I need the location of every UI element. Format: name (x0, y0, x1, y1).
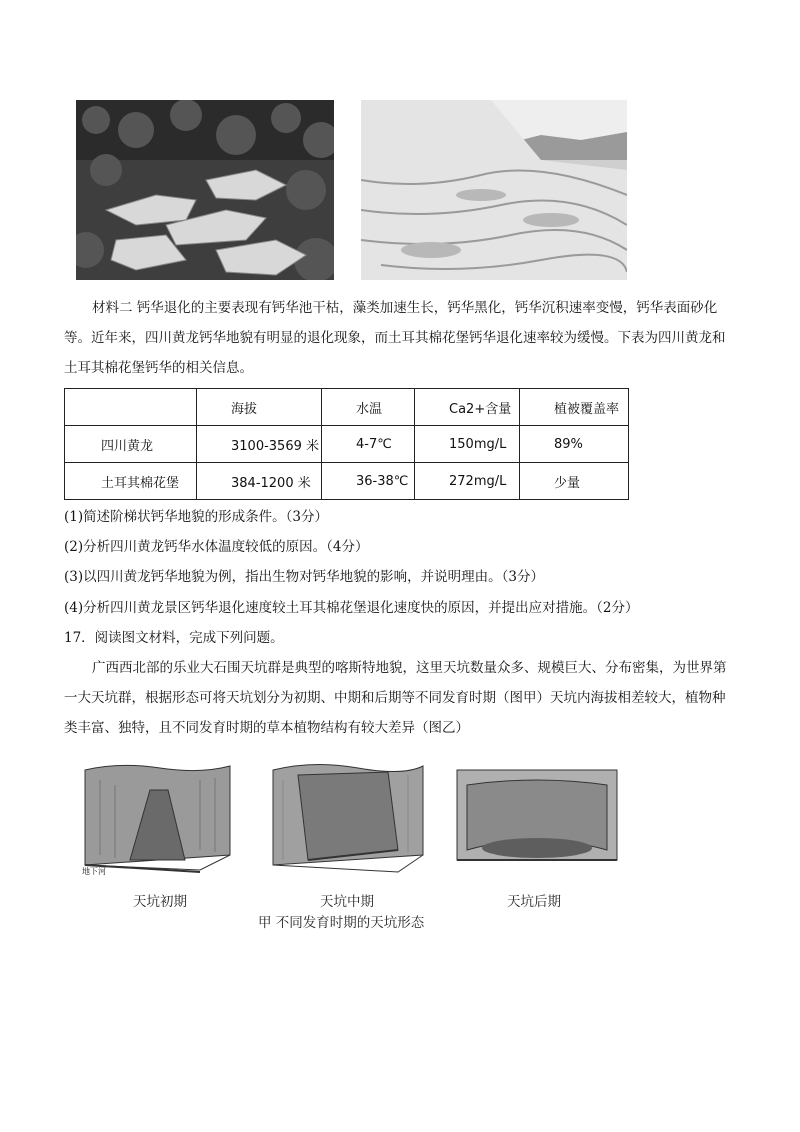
sinkhole-middle-diagram (268, 760, 428, 880)
sinkhole-early-label: 天坑初期 (133, 894, 187, 910)
table-cell: 4-7℃ (322, 426, 415, 463)
calcification-info-table (64, 388, 629, 500)
question-2: (2)分析四川黄龙钙华水体温度较低的原因。（4分） (64, 539, 369, 555)
table-cell: 土耳其棉花堡 (65, 463, 197, 500)
sinkhole-middle-label: 天坑中期 (320, 894, 374, 910)
table-row (65, 463, 629, 500)
pamukkale-photo (361, 100, 627, 280)
table-header-row (65, 389, 629, 426)
underground-river-label: 地下河 (82, 867, 106, 876)
sinkhole-late-diagram (452, 760, 622, 880)
table-cell: 36-38℃ (322, 463, 415, 500)
table-header-cell: 植被覆盖率 (520, 389, 629, 426)
table-cell: 少量 (520, 463, 629, 500)
table-cell: 272mg/L (415, 463, 520, 500)
question-17-title: 17．阅读图文材料，完成下列问题。 (64, 630, 284, 646)
huanglong-photo (76, 100, 334, 280)
q17-paragraph: 广西西北部的乐业大石围天坑群是典型的喀斯特地貌，这里天坑数量众多、规模巨大、分布密集，为世界第一大天坑群，根据形态可将天坑划分为初期、中期和后期等不同发育时期（图甲）天坑内海拔相差较大，植物种类丰富、独特，且不同发育时期的草本植物结构有较大差异（图乙） (64, 660, 727, 736)
table-cell: 四川黄龙 (65, 426, 197, 463)
table-cell: 89% (520, 426, 629, 463)
table-cell: 384-1200 米 (197, 463, 322, 500)
question-3: (3)以四川黄龙钙华地貌为例，指出生物对钙华地貌的影响，并说明理由。（3分） (64, 569, 544, 585)
table-cell: 150mg/L (415, 426, 520, 463)
material2-paragraph: 材料二 钙华退化的主要表现有钙华池干枯，藻类加速生长，钙华黑化，钙华沉积速率变慢，钙华表面砂化等。近年来，四川黄龙钙华地貌有明显的退化现象，而土耳其棉花堡钙华退化速率较为缓慢。下表为四川黄龙和土耳其棉花堡钙华的相关信息。 (64, 300, 726, 376)
sinkhole-late-label: 天坑后期 (507, 894, 561, 910)
table-header-cell: Ca2+含量 (415, 389, 520, 426)
question-1: (1)简述阶梯状钙华地貌的形成条件。（3分） (64, 509, 328, 525)
sinkhole-early-diagram (80, 760, 235, 880)
table-header-cell (65, 389, 197, 426)
table-header-cell: 海拔 (197, 389, 322, 426)
table-header-cell: 水温 (322, 389, 415, 426)
figure-caption: 甲 不同发育时期的天坑形态 (258, 915, 425, 931)
question-4: (4)分析四川黄龙景区钙华退化速度较土耳其棉花堡退化速度快的原因，并提出应对措施。（2分） (64, 600, 639, 616)
table-cell: 3100-3569 米 (197, 426, 322, 463)
table-row (65, 426, 629, 463)
